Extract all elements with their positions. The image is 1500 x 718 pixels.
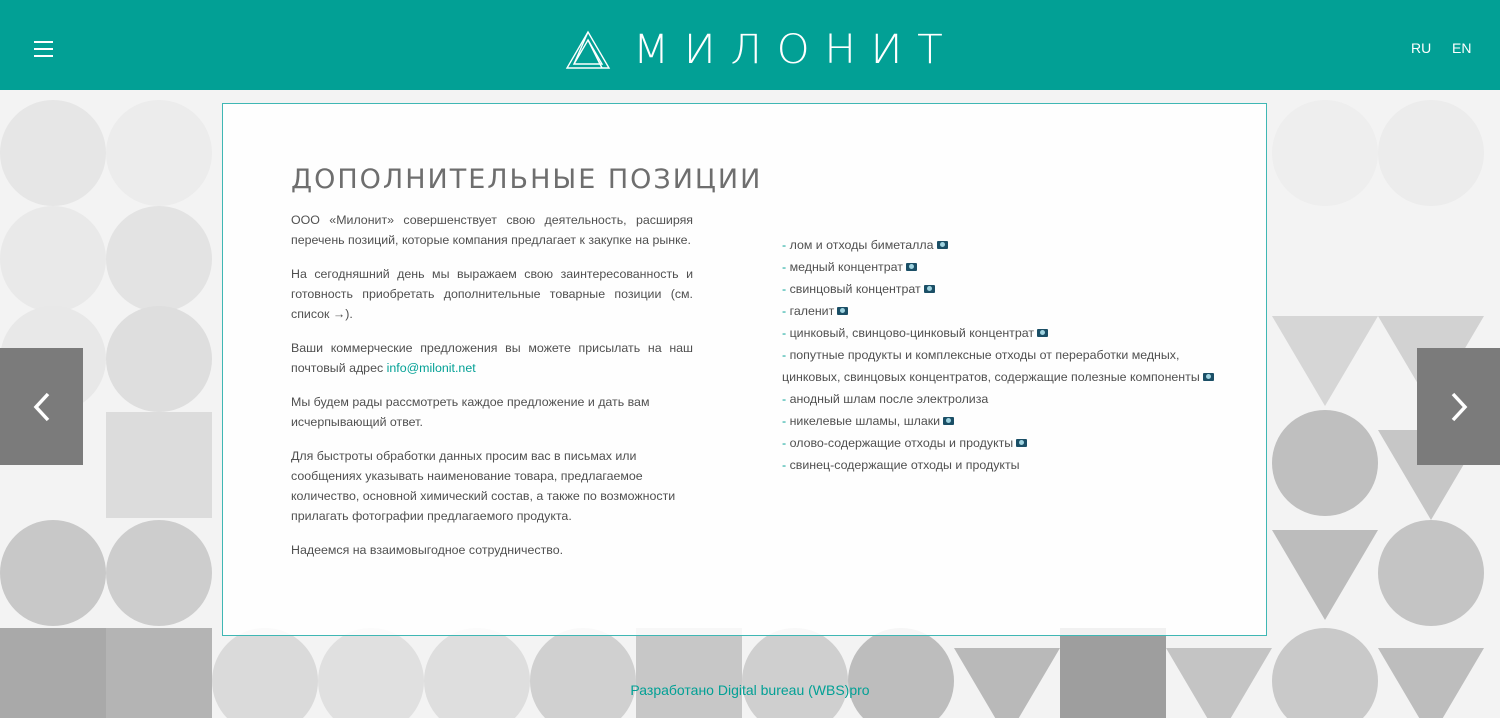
brand-name: МИЛОНИТ bbox=[633, 27, 958, 73]
hamburger-menu-icon[interactable] bbox=[34, 41, 53, 57]
list-item bbox=[782, 410, 1214, 432]
camera-icon[interactable] bbox=[924, 285, 935, 293]
next-slide-button[interactable] bbox=[1417, 348, 1500, 465]
camera-icon[interactable] bbox=[943, 417, 954, 425]
list-item bbox=[782, 300, 1214, 322]
review-paragraph: Мы будем рады рассмотреть каждое предложение и дать вам исчерпывающий ответ. bbox=[291, 395, 650, 429]
instructions-paragraph: Для быстроты обработки данных просим вас в письмах или сообщениях указывать наименование товара, предлагаемое количество, основной химический состав, а также по возможности прилагать фотографии предлагаемого продукта. bbox=[291, 449, 676, 523]
list-item bbox=[782, 256, 1214, 278]
list-item-label: анодный шлам после электролиза bbox=[789, 392, 989, 406]
list-item bbox=[782, 454, 1214, 476]
intro-paragraph: ООО «Милонит» совершенствует свою деятельность, расширяя перечень позиций, которые компания предлагает к закупке на рынке. bbox=[291, 213, 693, 247]
list-item bbox=[782, 432, 1214, 454]
list-item bbox=[782, 234, 1214, 256]
triangle-logo-icon bbox=[565, 30, 611, 70]
camera-icon[interactable] bbox=[1203, 373, 1214, 381]
email-link[interactable]: info@milonit.net bbox=[386, 361, 476, 375]
site-footer bbox=[0, 682, 1500, 698]
list-item-label: медный концентрат bbox=[789, 260, 903, 274]
list-item-label: цинковых, свинцовых концентратов, содержащие полезные компоненты bbox=[782, 370, 1200, 384]
page-title: ДОПОЛНИТЕЛЬНЫЕ ПОЗИЦИИ bbox=[291, 164, 763, 195]
developer-credit-link[interactable]: Разработано Digital bureau (WBS)pro bbox=[630, 682, 870, 698]
list-dash: - bbox=[782, 348, 790, 362]
list-dash: - bbox=[782, 326, 790, 340]
closing-paragraph: Надеемся на взаимовыгодное сотрудничество. bbox=[291, 543, 564, 557]
chevron-right-icon bbox=[1449, 391, 1469, 423]
site-header bbox=[0, 0, 1500, 90]
camera-icon[interactable] bbox=[1037, 329, 1048, 337]
camera-icon[interactable] bbox=[837, 307, 848, 315]
list-item-label: свинец-содержащие отходы и продукты bbox=[789, 458, 1020, 472]
positions-list bbox=[782, 234, 1214, 476]
interest-paragraph: На сегодняшний день мы выражаем свою заинтересованность и готовность приобретать дополнительные товарные позиции (см. список →). bbox=[291, 267, 693, 321]
content-panel bbox=[222, 103, 1267, 636]
offers-text: Ваши коммерческие предложения вы можете присылать на наш почтовый адрес bbox=[291, 341, 693, 375]
camera-icon[interactable] bbox=[937, 241, 948, 249]
list-dash: - bbox=[782, 238, 790, 252]
list-dash: - bbox=[782, 260, 790, 274]
list-item bbox=[782, 388, 1214, 410]
camera-icon[interactable] bbox=[1016, 439, 1027, 447]
list-item bbox=[782, 278, 1214, 300]
lang-ru-link[interactable]: RU bbox=[1411, 40, 1432, 56]
list-item-label: галенит bbox=[789, 304, 835, 318]
list-item bbox=[782, 322, 1214, 344]
list-dash: - bbox=[782, 304, 790, 318]
list-dash: - bbox=[782, 392, 790, 406]
list-item bbox=[782, 344, 1214, 366]
list-dash: - bbox=[782, 436, 790, 450]
camera-icon[interactable] bbox=[906, 263, 917, 271]
list-item-label: лом и отходы биметалла bbox=[789, 238, 934, 252]
chevron-left-icon bbox=[32, 391, 52, 423]
list-item-label: олово-содержащие отходы и продукты bbox=[789, 436, 1014, 450]
description-column bbox=[291, 210, 693, 574]
lang-en-link[interactable]: EN bbox=[1452, 40, 1472, 56]
list-item-label: цинковый, свинцово-цинковый концентрат bbox=[789, 326, 1035, 340]
list-item-continuation bbox=[782, 366, 1214, 388]
list-item-label: никелевые шламы, шлаки bbox=[789, 414, 941, 428]
site-logo[interactable] bbox=[565, 27, 958, 73]
list-dash: - bbox=[782, 414, 790, 428]
list-item-label: попутные продукты и комплексные отходы от переработки медных, bbox=[789, 348, 1180, 362]
list-dash: - bbox=[782, 282, 790, 296]
offers-paragraph bbox=[291, 338, 693, 378]
list-dash: - bbox=[782, 458, 790, 472]
prev-slide-button[interactable] bbox=[0, 348, 83, 465]
list-item-label: свинцовый концентрат bbox=[789, 282, 921, 296]
